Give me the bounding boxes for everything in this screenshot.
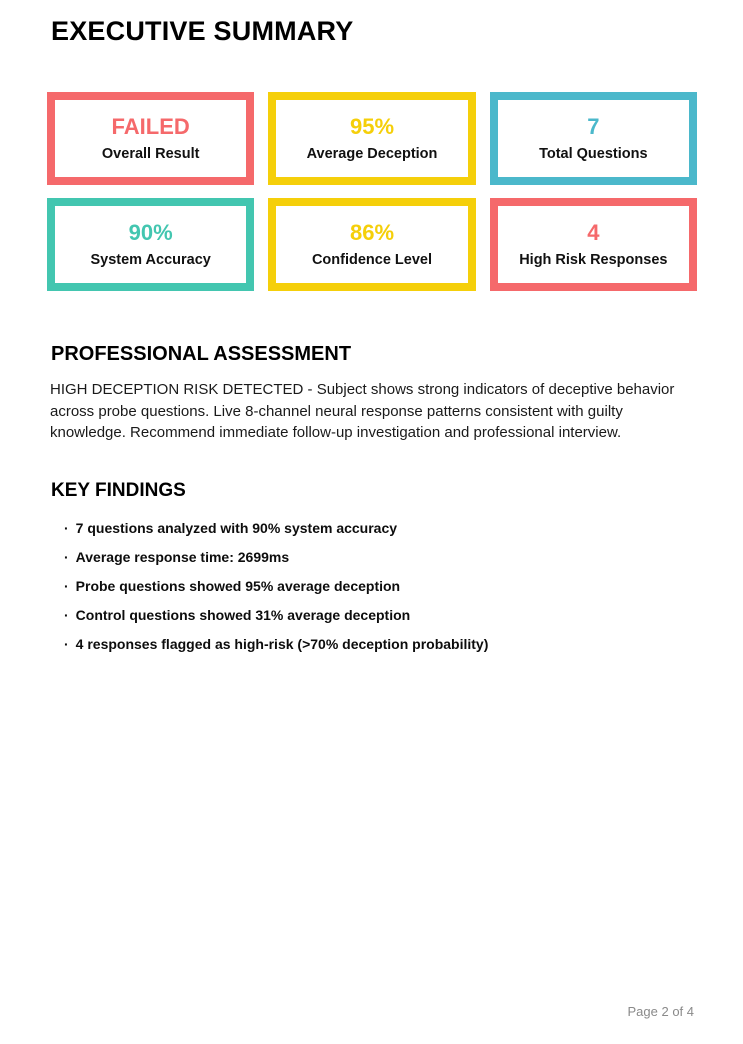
- stat-label: High Risk Responses: [519, 252, 668, 269]
- professional-assessment-body: HIGH DECEPTION RISK DETECTED - Subject shows strong indicators of deceptive behavior across probe questions. Live 8-channel neural response patterns consistent with guilty knowledge. Recommend immediate follow-up investigation and professional interview.: [50, 381, 675, 442]
- stat-card-confidence-level: [268, 198, 475, 291]
- professional-assessment-heading: PROFESSIONAL ASSESSMENT: [51, 343, 352, 366]
- stat-card-average-deception: [268, 92, 475, 185]
- stat-value: 90%: [128, 220, 173, 246]
- finding-item: [64, 548, 693, 567]
- stat-card-total-questions: [490, 92, 697, 185]
- stat-value: FAILED: [111, 114, 190, 140]
- stat-label: Overall Result: [101, 146, 200, 163]
- bullet-dot: ·: [64, 548, 69, 565]
- page-number: Page 2 of 4: [627, 1004, 694, 1019]
- finding-item: [64, 519, 693, 538]
- bullet-dot: ·: [64, 606, 69, 623]
- stat-label: System Accuracy: [90, 252, 211, 269]
- bullet-dot: ·: [64, 577, 69, 594]
- stat-value: 95%: [349, 114, 395, 140]
- summary-cards-grid: [47, 92, 697, 291]
- finding-text: Average response time: 2699ms: [75, 548, 290, 565]
- stat-label: Average Deception: [306, 146, 438, 163]
- key-findings-list: [0, 502, 743, 654]
- stat-label: Total Questions: [539, 146, 648, 163]
- stat-label: Confidence Level: [311, 252, 433, 269]
- finding-item: [64, 635, 693, 654]
- key-findings-heading: KEY FINDINGS: [51, 479, 186, 501]
- bullet-dot: ·: [64, 519, 69, 536]
- finding-text: 7 questions analyzed with 90% system accuracy: [75, 519, 398, 536]
- finding-text: 4 responses flagged as high-risk (>70% deception probability): [75, 635, 489, 652]
- stat-card-system-accuracy: [47, 198, 254, 291]
- stat-card-high-risk-responses: [490, 198, 697, 291]
- finding-text: Control questions showed 31% average deception: [75, 606, 411, 623]
- finding-item: [64, 606, 693, 625]
- bullet-dot: ·: [64, 635, 69, 652]
- finding-text: Probe questions showed 95% average deception: [75, 577, 401, 594]
- finding-item: [64, 577, 693, 596]
- stat-value: 7: [587, 114, 600, 140]
- stat-value: 4: [587, 220, 600, 246]
- stat-card-overall-result: [47, 92, 254, 185]
- page-title: EXECUTIVE SUMMARY: [51, 16, 354, 46]
- stat-value: 86%: [349, 220, 395, 246]
